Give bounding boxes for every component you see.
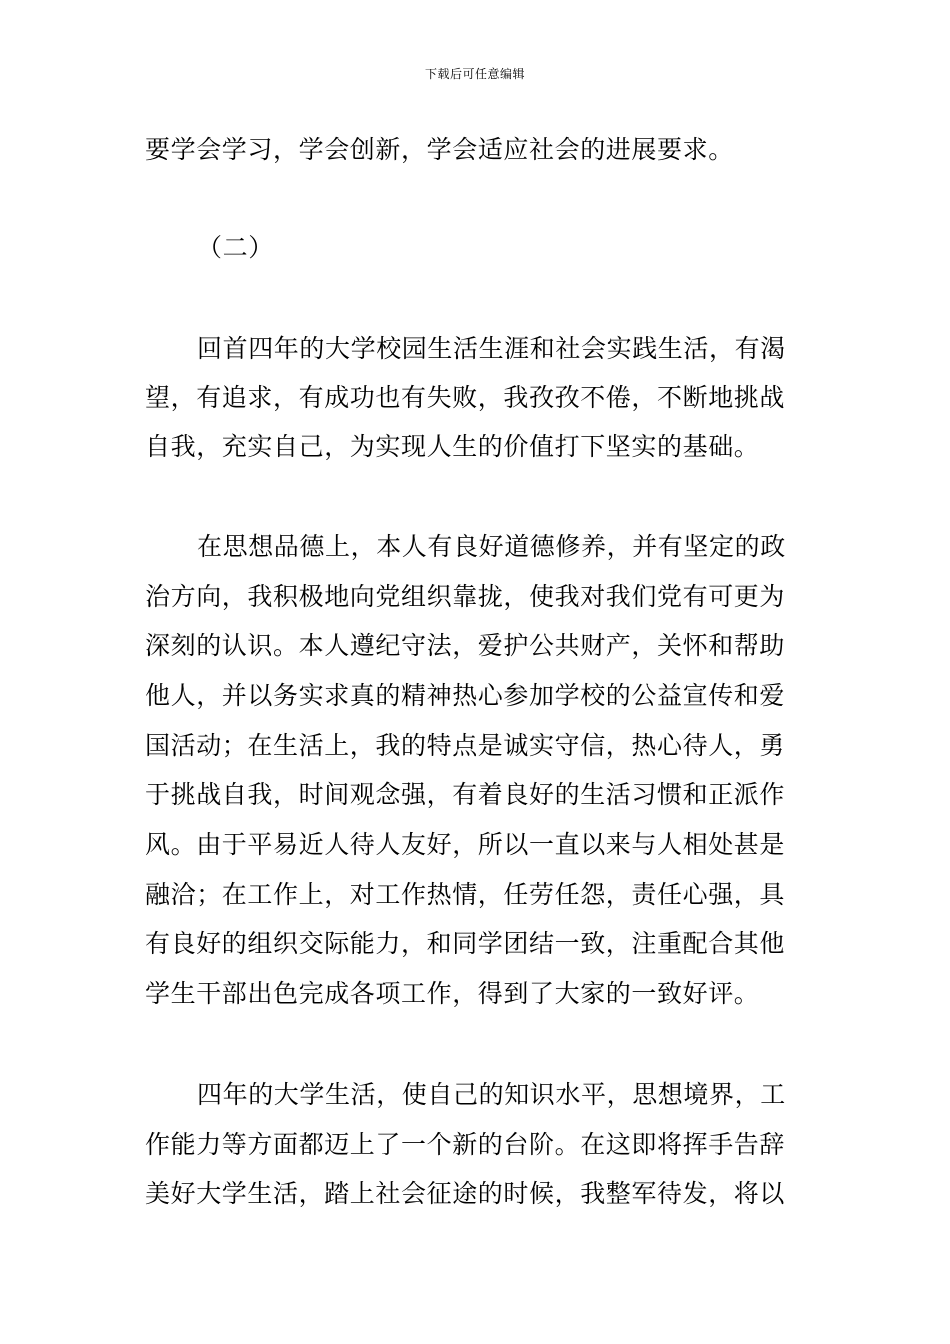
- paragraph-line: 国活动；在生活上，我的特点是诚实守信，热心待人，勇: [145, 731, 786, 760]
- paragraph-line: 治方向，我积极地向党组织靠拢，使我对我们党有可更为: [145, 582, 786, 611]
- paragraph-line: 学生干部出色完成各项工作，得到了大家的一致好评。: [145, 979, 760, 1008]
- paragraph-line: 他人，并以务实求真的精神热心参加学校的公益宣传和爱: [145, 681, 786, 710]
- paragraph-line: 有良好的组织交际能力，和同学团结一致，注重配合其他: [145, 929, 786, 958]
- paragraph-line: 风。由于平易近人待人友好，所以一直以来与人相处甚是: [145, 830, 786, 859]
- page-header: 下载后可任意编辑: [424, 67, 525, 81]
- paragraph-line: 在思想品德上，本人有良好道德修养，并有坚定的政: [197, 532, 786, 561]
- paragraph-line: 于挑战自我，时间观念强，有着良好的生活习惯和正派作: [145, 780, 786, 809]
- paragraph-line: 要学会学习，学会创新，学会适应社会的进展要求。: [145, 135, 734, 164]
- paragraph-line: 美好大学生活，踏上社会征途的时候，我整军待发，将以: [145, 1179, 786, 1208]
- paragraph-line: 自我，充实自己，为实现人生的价值打下坚实的基础。: [145, 432, 760, 461]
- paragraph-line: 作能力等方面都迈上了一个新的台阶。在这即将挥手告辞: [145, 1130, 786, 1159]
- paragraph-line: 深刻的认识。本人遵纪守法，爱护公共财产，关怀和帮助: [145, 631, 786, 660]
- paragraph-line: 回首四年的大学校园生活生涯和社会实践生活，有渴: [197, 334, 786, 363]
- paragraph-line: 融洽；在工作上，对工作热情，任劳任怨，责任心强，具: [145, 880, 786, 909]
- paragraph-line: 望，有追求，有成功也有失败，我孜孜不倦，不断地挑战: [145, 383, 786, 412]
- paragraph-line: 四年的大学生活，使自己的知识水平，思想境界，工: [197, 1080, 786, 1109]
- section-heading: （二）: [197, 233, 274, 262]
